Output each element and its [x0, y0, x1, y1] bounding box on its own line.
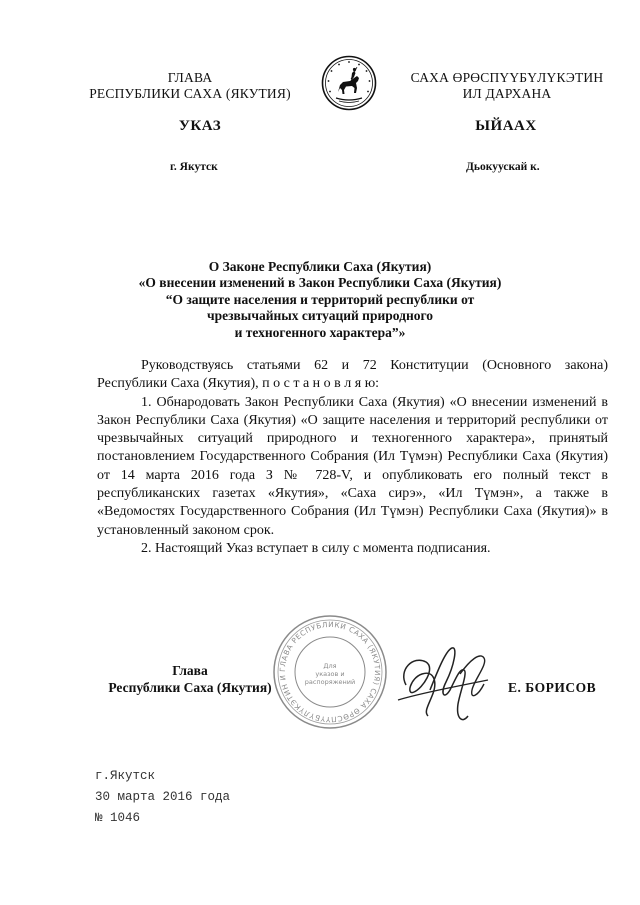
signer-title-line2: Республики Саха (Якутия)	[108, 680, 272, 695]
emblem-icon	[321, 55, 377, 111]
law-title-line5: и техногенного характера”»	[234, 324, 406, 340]
signer-name: Е. БОРИСОВ	[508, 680, 597, 695]
header-right-block	[392, 70, 622, 102]
header-left-line2: РЕСПУБЛИКИ САХА (ЯКУТИЯ)	[89, 86, 291, 101]
law-title-line1: О Законе Республики Саха (Якутия)	[208, 259, 432, 274]
svg-text:указов и: указов и	[315, 670, 345, 678]
preamble-paragraph: Руководствуясь статьями 62 и 72 Конституции (Основного закона) Республики Саха (Якутия), п о с т а н о в л я ю:	[97, 358, 608, 392]
city-right: Дьокуускай к.	[466, 161, 540, 173]
doc-type-title-left: УКАЗ	[178, 118, 222, 134]
footer-date: 30 марта 2016 года	[95, 790, 231, 804]
header-right-line2: ИЛ ДАРХАНА	[462, 86, 552, 101]
signer-title	[95, 662, 285, 696]
law-title	[90, 259, 550, 341]
handwritten-signature	[388, 630, 498, 730]
city-left: г. Якутск	[170, 161, 218, 173]
doc-type-title-right: ЫЙААХ	[475, 118, 537, 134]
stamp-ring-text: ГЛАВА РЕСПУБЛИКИ САХА (ЯКУТИЯ) САХА ӨРӨСПҮҮБҮЛҮКЭТИН И	[277, 619, 383, 725]
footer-city: г.Якутск	[95, 769, 156, 783]
svg-text:Для: Для	[323, 662, 337, 670]
footer-block	[95, 766, 230, 829]
law-title-line3: “О защите населения и территорий республики от	[165, 291, 475, 307]
item-2-paragraph: 2. Настоящий Указ вступает в силу с момента подписания.	[141, 540, 491, 556]
law-title-line2: «О внесении изменений в Закон Республики Саха (Якутия)	[138, 275, 502, 291]
svg-text:распоряжений: распоряжений	[304, 678, 356, 686]
header-left-line1: ГЛАВА	[167, 70, 213, 85]
item-1-paragraph: 1. Обнародовать Закон Республики Саха (Якутия) «О внесении изменений в Закон Республики Саха (Якутия) «О защите населения и территорий республики от чрезвычайных ситуаций природного и техногенного характера», принятый постановлением Государственного Собрания (Ил Түмэн) Республики Саха (Якутия) от 14 марта 2016 года З № 728-V, и опубликовать его полный текст в республиканских газетах «Якутия», «Саха сирэ», «Ил Түмэн», а также в «Ведомостях Государственного Собрания (Ил Түмэн) Республики Саха (Якутия)» в установленный законом срок.	[97, 394, 608, 538]
law-title-line4: чрезвычайных ситуаций природного	[206, 308, 434, 324]
signer-title-line1: Глава	[172, 663, 208, 678]
footer-number: № 1046	[95, 811, 141, 825]
decree-body	[97, 357, 608, 558]
official-stamp	[270, 612, 390, 732]
header-left-block	[75, 70, 305, 102]
header-right-line1: САХА ӨРӨСПҮҮБҮЛҮКЭТИН	[410, 70, 604, 85]
